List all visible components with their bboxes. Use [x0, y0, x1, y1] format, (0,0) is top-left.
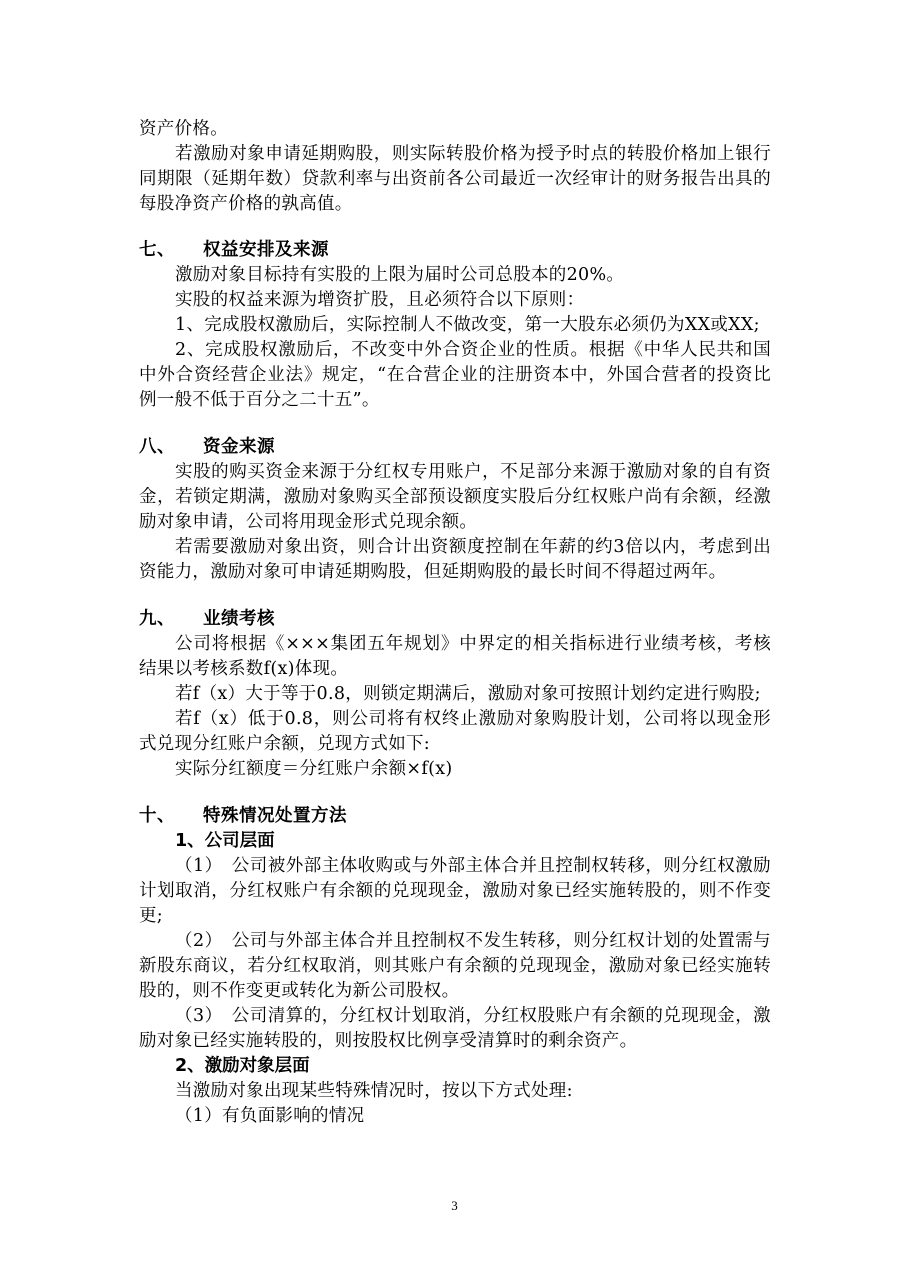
paragraph: 1、完成股权激励后，实际控制人不做改变，第一大股东必须仍为XX或XX; [175, 315, 760, 335]
paragraph: （3） 公司清算的，分红权计划取消，分红权股账户有余额的兑现现金，激励对象已经实施转股的，则按股权比例享受清算时的剩余资产。 [139, 1006, 771, 1051]
section-title: 资金来源 [203, 437, 275, 457]
paragraph: （2） 公司与外部主体合并且控制权不发生转移，则分红权计划的处置需与新股东商议，若分红权取消，则其账户有余额的兑现现金，激励对象已经实施转股的，则不作变更或转化为新公司股权。 [139, 931, 771, 1001]
paragraph: 2、完成股权激励后，不改变中外合资企业的性质。根据《中华人民共和国中外合资经营企业法》规定，“在合营企业的注册资本中，外国合营者的投资比例一般不低于百分之二十五”。 [139, 340, 771, 410]
paragraph: 实股的权益来源为增资扩股，且必须符合以下原则： [175, 290, 585, 310]
paragraph: （1） 公司被外部主体收购或与外部主体合并且控制权转移，则分红权激励计划取消，分红权账户有余额的兑现现金，激励对象已经实施转股的，则不作变更; [139, 856, 771, 926]
subsection-heading: 2、激励对象层面 [175, 1056, 310, 1076]
paragraph: 资产价格。 [139, 119, 228, 139]
subsection-heading: 1、公司层面 [175, 831, 275, 851]
section-number: 十、 [139, 806, 175, 826]
paragraph: 实股的购买资金来源于分红权专用账户，不足部分来源于激励对象的自有资金，若锁定期满，激励对象购买全部预设额度实股后分红权账户尚有余额，经激励对象申请，公司将用现金形式兑现余额。 [139, 462, 771, 532]
paragraph: 当激励对象出现某些特殊情况时，按以下方式处理: [175, 1081, 573, 1101]
formula-line: 实际分红额度＝分红账户余额×f(x) [175, 759, 453, 779]
paragraph: 若激励对象申请延期购股，则实际转股价格为授予时点的转股价格加上银行同期限（延期年数）贷款利率与出资前各公司最近一次经审计的财务报告出具的每股净资产价格的孰高值。 [139, 144, 771, 214]
section-number: 七、 [139, 240, 175, 260]
section-number: 九、 [139, 609, 175, 629]
section-title: 特殊情况处置方法 [203, 806, 347, 826]
section-heading-9 [139, 607, 771, 632]
section-number: 八、 [139, 437, 175, 457]
paragraph: 若需要激励对象出资，则合计出资额度控制在年薪的约3倍以内，考虑到出资能力，激励对象可申请延期购股，但延期购股的最长时间不得超过两年。 [139, 537, 771, 582]
section-title: 权益安排及来源 [203, 240, 329, 260]
paragraph: 公司将根据《×××集团五年规划》中界定的相关指标进行业绩考核，考核结果以考核系数f(x)体现。 [139, 634, 771, 679]
document-body [139, 117, 771, 1129]
paragraph: （1）有负面影响的情况 [175, 1106, 365, 1126]
section-heading-7 [139, 238, 771, 263]
page-number: 3 [451, 1198, 458, 1213]
paragraph: 若f（x）大于等于0.8，则锁定期满后，激励对象可按照计划约定进行购股; [175, 684, 761, 704]
paragraph: 若f（x）低于0.8，则公司将有权终止激励对象购股计划，公司将以现金形式兑现分红账户余额，兑现方式如下: [139, 709, 771, 754]
section-heading-10 [139, 804, 771, 829]
section-title: 业绩考核 [203, 609, 275, 629]
paragraph: 激励对象目标持有实股的上限为届时公司总股本的20%。 [175, 265, 625, 285]
section-heading-8 [139, 435, 771, 460]
